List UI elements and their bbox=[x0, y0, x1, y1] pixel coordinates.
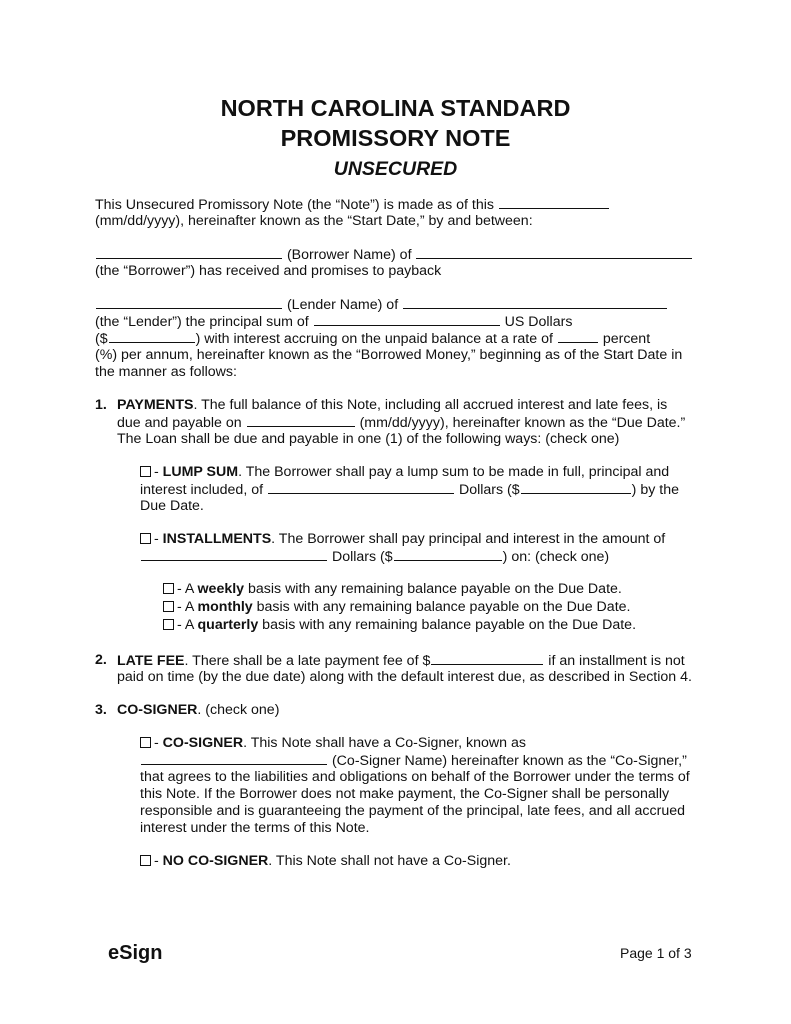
monthly-checkbox[interactable] bbox=[163, 601, 174, 612]
installments-checkbox[interactable] bbox=[140, 533, 151, 544]
cosigner-line-2: (Co-Signer Name) hereinafter known as the “Co-Signer,” bbox=[140, 752, 687, 770]
borrower-address-blank[interactable] bbox=[416, 246, 692, 259]
principal-words-blank[interactable] bbox=[314, 313, 500, 326]
lender-line-4: (%) per annum, hereinafter known as the “Borrowed Money,” beginning as of the Start Date in bbox=[95, 347, 683, 363]
installments-heading: INSTALLMENTS bbox=[162, 531, 272, 547]
borrower-line: (Borrower Name) of bbox=[95, 246, 693, 264]
principal-amount-blank[interactable] bbox=[109, 330, 195, 343]
lump-sum-amount-blank[interactable] bbox=[521, 481, 631, 494]
cosigner-heading: CO-SIGNER bbox=[162, 735, 244, 751]
section-2-line-2: paid on time (by the due date) along with the default interest due, as described in Section 4. bbox=[117, 669, 692, 685]
no-cosigner-heading: NO CO-SIGNER bbox=[162, 853, 269, 869]
section-2-number: 2. bbox=[95, 652, 107, 668]
weekly-checkbox[interactable] bbox=[163, 583, 174, 594]
cosigner-line-1: - CO-SIGNER. This Note shall have a Co-Signer, known as bbox=[140, 735, 526, 752]
cosigner-line-6: interest under the terms of this Note. bbox=[140, 820, 370, 836]
borrower-line-2: (the “Borrower”) has received and promises to payback bbox=[95, 263, 442, 279]
quarterly-option: - A quarterly basis with any remaining balance payable on the Due Date. bbox=[163, 617, 636, 634]
page-number: Page 1 of 3 bbox=[620, 945, 692, 961]
section-3-number: 3. bbox=[95, 702, 107, 718]
section-1-number: 1. bbox=[95, 397, 107, 413]
lender-name-blank[interactable] bbox=[96, 296, 282, 309]
late-fee-blank[interactable] bbox=[431, 652, 543, 665]
monthly-option: - A monthly basis with any remaining balance payable on the Due Date. bbox=[163, 599, 630, 616]
lump-sum-heading: LUMP SUM bbox=[162, 464, 239, 480]
section-2-line-1: LATE FEE. There shall be a late payment fee of $ if an installment is not bbox=[117, 653, 685, 669]
section-1-line-3: The Loan shall be due and payable in one (1) of the following ways: (check one) bbox=[117, 431, 620, 447]
intro-line-1: This Unsecured Promissory Note (the “Note”) is made as of this bbox=[95, 196, 610, 214]
lump-sum-words-blank[interactable] bbox=[268, 481, 454, 494]
section-1-heading: PAYMENTS bbox=[117, 397, 194, 413]
cosigner-checkbox[interactable] bbox=[140, 737, 151, 748]
weekly-option: - A weekly basis with any remaining balance payable on the Due Date. bbox=[163, 581, 622, 598]
installments-line-2: Dollars ($ ) on: (check one) bbox=[140, 548, 609, 566]
no-cosigner-checkbox[interactable] bbox=[140, 855, 151, 866]
lender-line: (Lender Name) of bbox=[95, 296, 668, 314]
section-1-line-1: PAYMENTS. The full balance of this Note, including all accrued interest and late fees, is bbox=[117, 397, 668, 413]
document-subtitle: UNSECURED bbox=[333, 158, 458, 180]
esign-logo: eSign bbox=[108, 942, 163, 964]
installment-amount-blank[interactable] bbox=[394, 548, 502, 561]
interest-rate-blank[interactable] bbox=[558, 330, 598, 343]
cosigner-name-blank[interactable] bbox=[141, 752, 327, 765]
document-title-line1: NORTH CAROLINA STANDARD bbox=[220, 95, 571, 121]
section-2-heading: LATE FEE bbox=[117, 653, 185, 669]
installment-words-blank[interactable] bbox=[141, 548, 327, 561]
lump-sum-line-1: - LUMP SUM. The Borrower shall pay a lump sum to be made in full, principal and bbox=[140, 464, 669, 481]
lender-line-3: ($ ) with interest accruing on the unpaid balance at a rate of percent bbox=[95, 331, 651, 347]
intro-line-2: (mm/dd/yyyy), hereinafter known as the “Start Date,” by and between: bbox=[95, 213, 533, 229]
due-date-blank[interactable] bbox=[247, 414, 355, 427]
section-3-line-1: CO-SIGNER. (check one) bbox=[117, 702, 280, 718]
section-1-line-2: due and payable on (mm/dd/yyyy), hereinafter known as the “Due Date.” bbox=[117, 415, 686, 431]
quarterly-checkbox[interactable] bbox=[163, 619, 174, 630]
section-3-heading: CO-SIGNER bbox=[117, 702, 198, 718]
lender-line-5: the manner as follows: bbox=[95, 364, 237, 380]
lump-sum-line-2: interest included, of Dollars ($ ) by the bbox=[140, 482, 679, 498]
installments-line-1: - INSTALLMENTS. The Borrower shall pay principal and interest in the amount of bbox=[140, 531, 665, 548]
document-title-line2: PROMISSORY NOTE bbox=[280, 125, 511, 151]
lender-address-blank[interactable] bbox=[403, 296, 667, 309]
cosigner-line-3: that agrees to the liabilities and obligations on behalf of the Borrower under the terms of bbox=[140, 769, 690, 785]
no-cosigner-line: - NO CO-SIGNER. This Note shall not have a Co-Signer. bbox=[140, 853, 511, 870]
cosigner-line-4: this Note. If the Borrower does not make payment, the Co-Signer shall be personally bbox=[140, 786, 670, 802]
lump-sum-checkbox[interactable] bbox=[140, 466, 151, 477]
cosigner-line-5: responsible and is guaranteeing the payment of the principal, late fees, and all accrued bbox=[140, 803, 685, 819]
borrower-name-blank[interactable] bbox=[96, 246, 282, 259]
start-date-blank[interactable] bbox=[499, 196, 609, 209]
lump-sum-line-3: Due Date. bbox=[140, 498, 204, 514]
lender-line-2: (the “Lender”) the principal sum of US Dollars bbox=[95, 314, 573, 330]
